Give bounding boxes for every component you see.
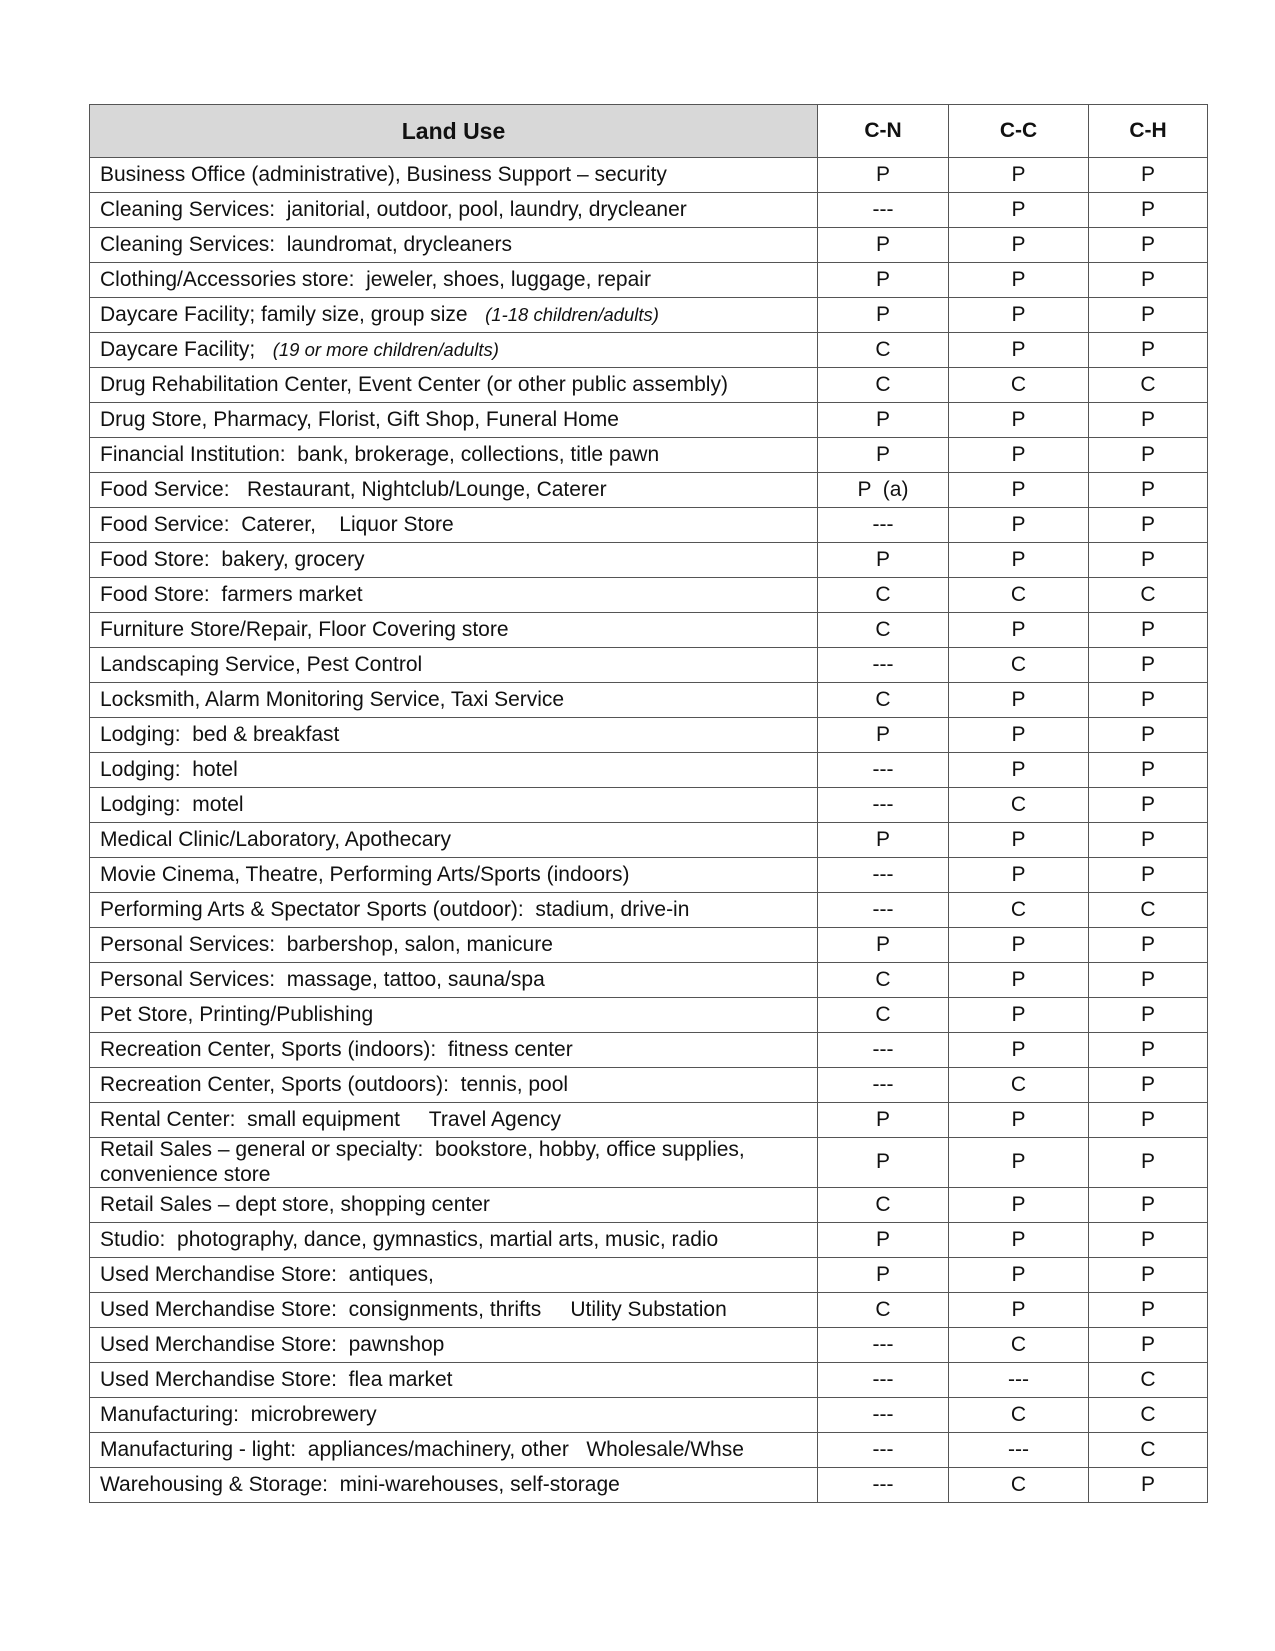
land-use-note: (19 or more children/adults) — [272, 338, 499, 360]
table-row — [90, 1398, 1208, 1433]
cell-c-c: P — [949, 158, 1089, 193]
cell-c-h: P — [1089, 1103, 1208, 1138]
land-use-note: (1-18 children/adults) — [485, 303, 659, 325]
table-row — [90, 578, 1208, 613]
cell-c-h: P — [1089, 508, 1208, 543]
land-use-label: Movie Cinema, Theatre, Performing Arts/Sports (indoors) — [100, 862, 630, 886]
cell-c-n: P — [818, 1258, 949, 1293]
cell-c-n: P — [818, 928, 949, 963]
land-use-label: Recreation Center, Sports (outdoors): tennis, pool — [100, 1072, 569, 1096]
table-row — [90, 998, 1208, 1033]
cell-c-c: P — [949, 263, 1089, 298]
land-use-cell — [90, 893, 818, 928]
cell-c-h: C — [1089, 1398, 1208, 1433]
cell-c-h: P — [1089, 823, 1208, 858]
land-use-cell — [90, 718, 818, 753]
land-use-cell — [90, 753, 818, 788]
header-land-use: Land Use — [90, 105, 818, 158]
land-use-cell — [90, 1398, 818, 1433]
cell-c-c: C — [949, 368, 1089, 403]
land-use-label: Business Office (administrative), Business Support – security — [100, 162, 667, 186]
land-use-table — [89, 104, 1208, 1503]
land-use-label: Food Service: Restaurant, Nightclub/Lounge, Caterer — [100, 477, 607, 501]
land-use-cell — [90, 1363, 818, 1398]
land-use-cell — [90, 1068, 818, 1103]
cell-c-n: C — [818, 613, 949, 648]
cell-c-h: P — [1089, 788, 1208, 823]
table-row — [90, 228, 1208, 263]
cell-c-c: P — [949, 1138, 1089, 1188]
cell-c-c: P — [949, 508, 1089, 543]
table-row — [90, 473, 1208, 508]
land-use-label: Locksmith, Alarm Monitoring Service, Taxi Service — [100, 687, 565, 711]
cell-c-c: C — [949, 1398, 1089, 1433]
land-use-label: Food Service: Caterer, Liquor Store — [100, 512, 454, 536]
land-use-label: Used Merchandise Store: pawnshop — [100, 1332, 445, 1356]
land-use-label: Food Store: farmers market — [100, 582, 363, 606]
land-use-label: Personal Services: massage, tattoo, sauna/spa — [100, 967, 545, 991]
land-use-cell — [90, 228, 818, 263]
cell-c-n: P — [818, 823, 949, 858]
table-header — [90, 105, 1208, 158]
cell-c-c: P — [949, 403, 1089, 438]
land-use-label: Food Store: bakery, grocery — [100, 547, 365, 571]
land-use-cell — [90, 508, 818, 543]
land-use-label: Manufacturing: microbrewery — [100, 1402, 377, 1426]
cell-c-h: P — [1089, 403, 1208, 438]
cell-c-c: P — [949, 1103, 1089, 1138]
land-use-cell — [90, 333, 818, 368]
land-use-label: Used Merchandise Store: flea market — [100, 1367, 453, 1391]
cell-c-h: C — [1089, 1433, 1208, 1468]
land-use-cell — [90, 1223, 818, 1258]
cell-c-n: C — [818, 683, 949, 718]
cell-c-h: P — [1089, 998, 1208, 1033]
table-row — [90, 1068, 1208, 1103]
cell-c-n: --- — [818, 788, 949, 823]
land-use-label: Personal Services: barbershop, salon, manicure — [100, 932, 553, 956]
land-use-cell — [90, 158, 818, 193]
land-use-cell — [90, 928, 818, 963]
cell-c-n: P — [818, 1103, 949, 1138]
land-use-label: Lodging: hotel — [100, 757, 238, 781]
cell-c-h: C — [1089, 368, 1208, 403]
cell-c-n: C — [818, 578, 949, 613]
land-use-label: Pet Store, Printing/Publishing — [100, 1002, 374, 1026]
land-use-cell — [90, 1033, 818, 1068]
cell-c-c: P — [949, 858, 1089, 893]
cell-c-h: P — [1089, 648, 1208, 683]
land-use-cell — [90, 1188, 818, 1223]
header-row — [90, 105, 1208, 158]
land-use-label: Warehousing & Storage: mini-warehouses, self-storage — [100, 1472, 620, 1496]
table-row — [90, 1468, 1208, 1503]
table-row — [90, 1033, 1208, 1068]
land-use-label: Rental Center: small equipment Travel Agency — [100, 1107, 562, 1131]
table-row — [90, 1103, 1208, 1138]
table-row — [90, 823, 1208, 858]
cell-c-h: P — [1089, 858, 1208, 893]
land-use-label: Cleaning Services: janitorial, outdoor, pool, laundry, drycleaner — [100, 197, 687, 221]
cell-c-c: P — [949, 1188, 1089, 1223]
land-use-cell — [90, 473, 818, 508]
cell-c-n: --- — [818, 1033, 949, 1068]
cell-c-c: --- — [949, 1363, 1089, 1398]
cell-c-n: P — [818, 403, 949, 438]
land-use-label: Retail Sales – dept store, shopping center — [100, 1192, 490, 1216]
cell-c-c: P — [949, 333, 1089, 368]
cell-c-c: P — [949, 298, 1089, 333]
table-row — [90, 1138, 1208, 1188]
cell-c-h: P — [1089, 928, 1208, 963]
land-use-cell — [90, 788, 818, 823]
cell-c-n: P — [818, 158, 949, 193]
header-c-h: C-H — [1089, 105, 1208, 158]
cell-c-c: P — [949, 998, 1089, 1033]
land-use-cell — [90, 683, 818, 718]
land-use-label: Lodging: bed & breakfast — [100, 722, 340, 746]
table-row — [90, 1328, 1208, 1363]
cell-c-n: P (a) — [818, 473, 949, 508]
land-use-cell — [90, 298, 818, 333]
table-row — [90, 403, 1208, 438]
cell-c-n: --- — [818, 1468, 949, 1503]
table-row — [90, 508, 1208, 543]
land-use-cell — [90, 368, 818, 403]
cell-c-h: P — [1089, 1138, 1208, 1188]
table-row — [90, 333, 1208, 368]
table-row — [90, 648, 1208, 683]
table-row — [90, 893, 1208, 928]
cell-c-h: P — [1089, 1468, 1208, 1503]
cell-c-h: P — [1089, 1293, 1208, 1328]
cell-c-h: P — [1089, 193, 1208, 228]
land-use-cell — [90, 998, 818, 1033]
cell-c-h: C — [1089, 893, 1208, 928]
table-row — [90, 438, 1208, 473]
cell-c-h: P — [1089, 683, 1208, 718]
cell-c-h: P — [1089, 1328, 1208, 1363]
cell-c-n: --- — [818, 1433, 949, 1468]
table-row — [90, 788, 1208, 823]
table-row — [90, 1258, 1208, 1293]
cell-c-c: P — [949, 718, 1089, 753]
cell-c-c: P — [949, 193, 1089, 228]
land-use-cell — [90, 963, 818, 998]
cell-c-h: C — [1089, 1363, 1208, 1398]
cell-c-h: P — [1089, 473, 1208, 508]
cell-c-h: C — [1089, 578, 1208, 613]
cell-c-n: --- — [818, 1068, 949, 1103]
table-row — [90, 298, 1208, 333]
cell-c-c: P — [949, 613, 1089, 648]
cell-c-h: P — [1089, 1258, 1208, 1293]
land-use-cell — [90, 1293, 818, 1328]
cell-c-n: C — [818, 1293, 949, 1328]
table-row — [90, 1223, 1208, 1258]
cell-c-h: P — [1089, 613, 1208, 648]
land-use-cell — [90, 1328, 818, 1363]
cell-c-n: --- — [818, 1363, 949, 1398]
land-use-cell — [90, 1468, 818, 1503]
cell-c-c: C — [949, 893, 1089, 928]
land-use-label: Landscaping Service, Pest Control — [100, 652, 423, 676]
cell-c-c: P — [949, 1293, 1089, 1328]
land-use-cell — [90, 263, 818, 298]
cell-c-n: P — [818, 438, 949, 473]
cell-c-c: C — [949, 1328, 1089, 1363]
cell-c-c: P — [949, 1258, 1089, 1293]
cell-c-n: --- — [818, 1398, 949, 1433]
land-use-cell — [90, 438, 818, 473]
land-use-label: Used Merchandise Store: antiques, — [100, 1262, 434, 1286]
cell-c-n: --- — [818, 753, 949, 788]
land-use-label: Manufacturing - light: appliances/machinery, other Wholesale/Whse — [100, 1437, 744, 1461]
table-row — [90, 368, 1208, 403]
cell-c-c: C — [949, 1468, 1089, 1503]
table-row — [90, 1433, 1208, 1468]
cell-c-n: C — [818, 1188, 949, 1223]
table-row — [90, 193, 1208, 228]
cell-c-n: --- — [818, 508, 949, 543]
land-use-cell — [90, 858, 818, 893]
cell-c-c: P — [949, 823, 1089, 858]
cell-c-h: P — [1089, 1033, 1208, 1068]
table-row — [90, 683, 1208, 718]
table-row — [90, 1188, 1208, 1223]
land-use-label: Retail Sales – general or specialty: bookstore, hobby, office supplies, convenience store — [100, 1138, 751, 1186]
land-use-label: Medical Clinic/Laboratory, Apothecary — [100, 827, 451, 851]
table-row — [90, 858, 1208, 893]
land-use-label: Clothing/Accessories store: jeweler, shoes, luggage, repair — [100, 267, 651, 291]
table-row — [90, 963, 1208, 998]
cell-c-h: P — [1089, 963, 1208, 998]
land-use-cell — [90, 1138, 818, 1188]
table-row — [90, 753, 1208, 788]
table-body — [90, 158, 1208, 1503]
cell-c-n: P — [818, 228, 949, 263]
table-row — [90, 613, 1208, 648]
cell-c-h: P — [1089, 543, 1208, 578]
cell-c-h: P — [1089, 1223, 1208, 1258]
cell-c-h: P — [1089, 158, 1208, 193]
land-use-cell — [90, 1433, 818, 1468]
cell-c-n: P — [818, 1223, 949, 1258]
cell-c-n: P — [818, 1138, 949, 1188]
cell-c-c: C — [949, 578, 1089, 613]
cell-c-n: C — [818, 368, 949, 403]
table-row — [90, 263, 1208, 298]
cell-c-n: C — [818, 963, 949, 998]
header-c-c: C-C — [949, 105, 1089, 158]
cell-c-c: C — [949, 648, 1089, 683]
land-use-label: Lodging: motel — [100, 792, 244, 816]
land-use-label: Daycare Facility; — [100, 337, 256, 361]
land-use-label: Financial Institution: bank, brokerage, collections, title pawn — [100, 442, 660, 466]
land-use-label: Drug Store, Pharmacy, Florist, Gift Shop, Funeral Home — [100, 407, 619, 431]
cell-c-h: P — [1089, 263, 1208, 298]
land-use-cell — [90, 1258, 818, 1293]
cell-c-n: --- — [818, 1328, 949, 1363]
land-use-cell — [90, 613, 818, 648]
table-row — [90, 543, 1208, 578]
land-use-cell — [90, 1103, 818, 1138]
cell-c-h: P — [1089, 438, 1208, 473]
land-use-label: Daycare Facility; family size, group size — [100, 302, 468, 326]
land-use-label: Recreation Center, Sports (indoors): fitness center — [100, 1037, 573, 1061]
cell-c-c: P — [949, 543, 1089, 578]
land-use-cell — [90, 193, 818, 228]
cell-c-h: P — [1089, 298, 1208, 333]
cell-c-h: P — [1089, 1188, 1208, 1223]
cell-c-c: P — [949, 1033, 1089, 1068]
cell-c-c: P — [949, 963, 1089, 998]
land-use-label: Drug Rehabilitation Center, Event Center (or other public assembly) — [100, 372, 728, 396]
cell-c-c: P — [949, 438, 1089, 473]
land-use-cell — [90, 578, 818, 613]
cell-c-n: P — [818, 263, 949, 298]
table-row — [90, 158, 1208, 193]
cell-c-n: C — [818, 333, 949, 368]
cell-c-h: P — [1089, 753, 1208, 788]
cell-c-c: C — [949, 788, 1089, 823]
land-use-cell — [90, 543, 818, 578]
header-c-n: C-N — [818, 105, 949, 158]
cell-c-c: P — [949, 683, 1089, 718]
cell-c-c: P — [949, 753, 1089, 788]
table-row — [90, 1363, 1208, 1398]
land-use-cell — [90, 648, 818, 683]
cell-c-c: P — [949, 1223, 1089, 1258]
land-use-label: Furniture Store/Repair, Floor Covering store — [100, 617, 509, 641]
cell-c-n: --- — [818, 648, 949, 683]
cell-c-h: P — [1089, 228, 1208, 263]
cell-c-c: --- — [949, 1433, 1089, 1468]
cell-c-n: --- — [818, 893, 949, 928]
table-row — [90, 718, 1208, 753]
cell-c-c: P — [949, 228, 1089, 263]
land-use-label: Used Merchandise Store: consignments, thrifts Utility Substation — [100, 1297, 727, 1321]
cell-c-n: C — [818, 998, 949, 1033]
cell-c-c: P — [949, 928, 1089, 963]
land-use-label: Cleaning Services: laundromat, drycleaners — [100, 232, 513, 256]
land-use-label: Studio: photography, dance, gymnastics, martial arts, music, radio — [100, 1227, 719, 1251]
land-use-cell — [90, 403, 818, 438]
cell-c-n: --- — [818, 193, 949, 228]
cell-c-n: P — [818, 718, 949, 753]
cell-c-c: P — [949, 473, 1089, 508]
table-row — [90, 1293, 1208, 1328]
cell-c-n: P — [818, 543, 949, 578]
table-row — [90, 928, 1208, 963]
cell-c-h: P — [1089, 333, 1208, 368]
cell-c-h: P — [1089, 718, 1208, 753]
land-use-label: Performing Arts & Spectator Sports (outdoor): stadium, drive-in — [100, 897, 690, 921]
cell-c-n: --- — [818, 858, 949, 893]
cell-c-n: P — [818, 298, 949, 333]
cell-c-h: P — [1089, 1068, 1208, 1103]
land-use-cell — [90, 823, 818, 858]
cell-c-c: C — [949, 1068, 1089, 1103]
